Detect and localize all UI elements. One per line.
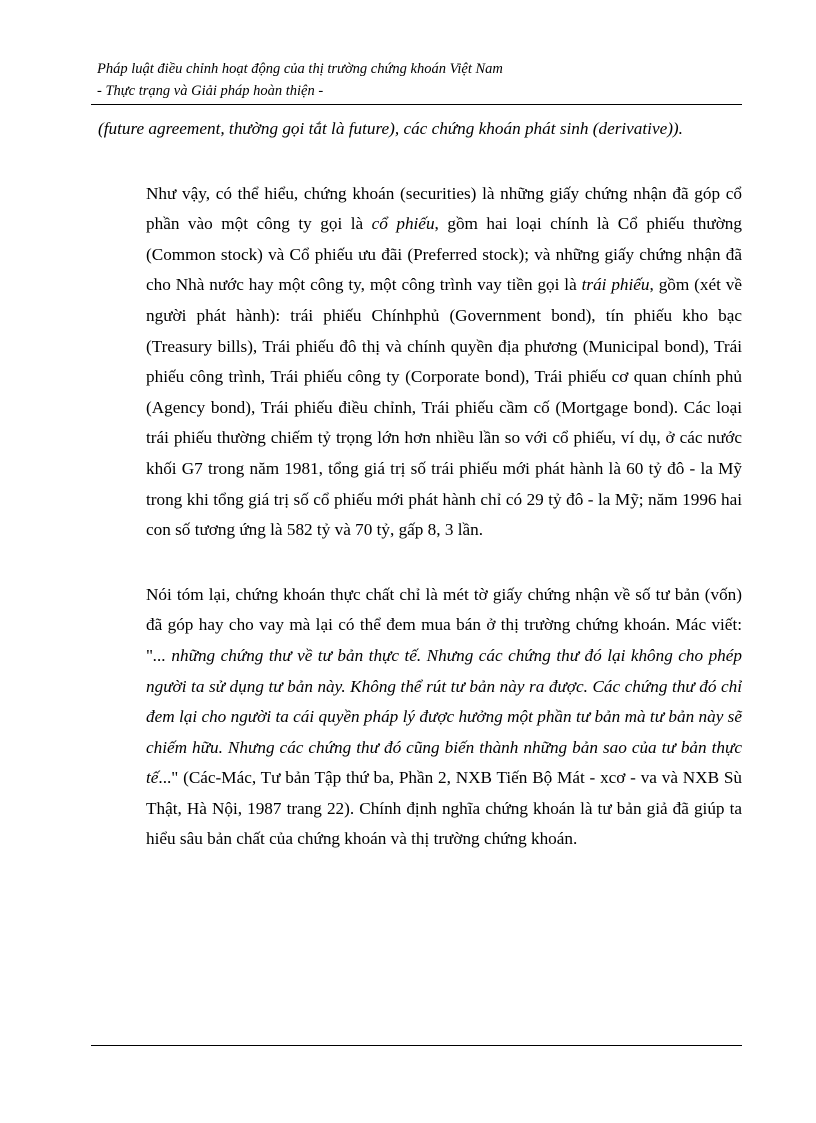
paragraph-continuation: (future agreement, thường gọi tắt là future), các chứng khoán phát sinh (derivative)). <box>98 119 683 138</box>
paragraph-text: , gồm (xét về người phát hành): trái phiếu Chínhphủ (Government bond), tín phiếu kho bạc (Treasury bills), Trái phiếu đô thị và chính quyền địa phương (Municipal bond), Trái phiếu công trình, Trái phiếu công ty (Corporate bond), Trái phiếu cơ quan chính phủ (Agency bond), Trái phiếu điều chỉnh, Trái phiếu cầm cố (Mortgage bond). Các loại trái phiếu thường chiếm tỷ trọng lớn hơn nhiều lần so với cổ phiếu, ví dụ, ở các nước khối G7 trong năm 1981, tổng giá trị số trái phiếu mới phát hành là 60 tỷ đô - la Mỹ trong khi tổng giá trị số cổ phiếu mới phát hành chỉ có 29 tỷ đô - la Mỹ; năm 1996 hai con số tương ứng là 582 tỷ và 70 tỷ, gấp 8, 3 lần. <box>146 275 742 540</box>
paragraph-text: , gồm hai loại chính là Cổ phiếu thường (Common stock) và Cổ phiếu ưu đãi (Preferred stock); và những giấy chứng nhận đã cho Nhà nước hay một công ty, một công trình vay tiền gọi là <box>146 214 742 295</box>
paragraph-text: ..." (Các-Mác, Tư bản Tập thứ ba, Phần 2, NXB Tiến Bộ Mát - xcơ - va và NXB Sù Thật, Hà Nội, 1987 trang 22). Chính định nghĩa chứng khoán là tư bản giả đã giúp ta hiểu sâu bản chất của chứng khoán và thị trường chứng khoán. <box>146 768 742 849</box>
paragraph-summary <box>146 580 742 855</box>
term-stock: cổ phiếu <box>371 214 435 234</box>
term-bond: trái phiếu <box>581 275 650 295</box>
header-subtitle-line: - Thực trạng và Giải pháp hoàn thiện - <box>97 83 324 99</box>
paragraph-spacer <box>146 546 742 580</box>
header-divider <box>91 104 742 105</box>
marx-quote: ... những chứng thư về tư bản thực tế. Nhưng các chứng thư đó lại không cho phép người ta sử dụng tư bản này. Không thể rút tư bản này ra được. Các chứng thư đó chỉ đem lại cho người ta cái quyền pháp lý được hưởng một phần tư bản mà tư bản này sẽ chiếm hữu. Nhưng các chứng thư đó cũng biến thành những bản sao của tư bản thực tế <box>146 645 742 788</box>
paragraph-securities-definition <box>146 179 742 546</box>
header-title-line: Pháp luật điều chỉnh hoạt động của thị trường chứng khoán Việt Nam <box>97 61 503 77</box>
paragraph-text: Nói tóm lại, chứng khoán thực chất chỉ là mét tờ giấy chứng nhận về số tư bản (vốn) đã góp hay cho vay mà lại có thể đem mua bán ở thị trường chứng khoán. Mác viết: " <box>146 584 742 665</box>
body-text <box>98 114 742 855</box>
paragraph-spacer <box>146 145 742 179</box>
footer-divider <box>91 1045 742 1046</box>
paragraph-text: Như vậy, có thể hiểu, chứng khoán (securities) là những giấy chứng nhận đã góp cổ phần vào một công ty gọi là <box>146 183 742 234</box>
running-header <box>97 58 742 102</box>
